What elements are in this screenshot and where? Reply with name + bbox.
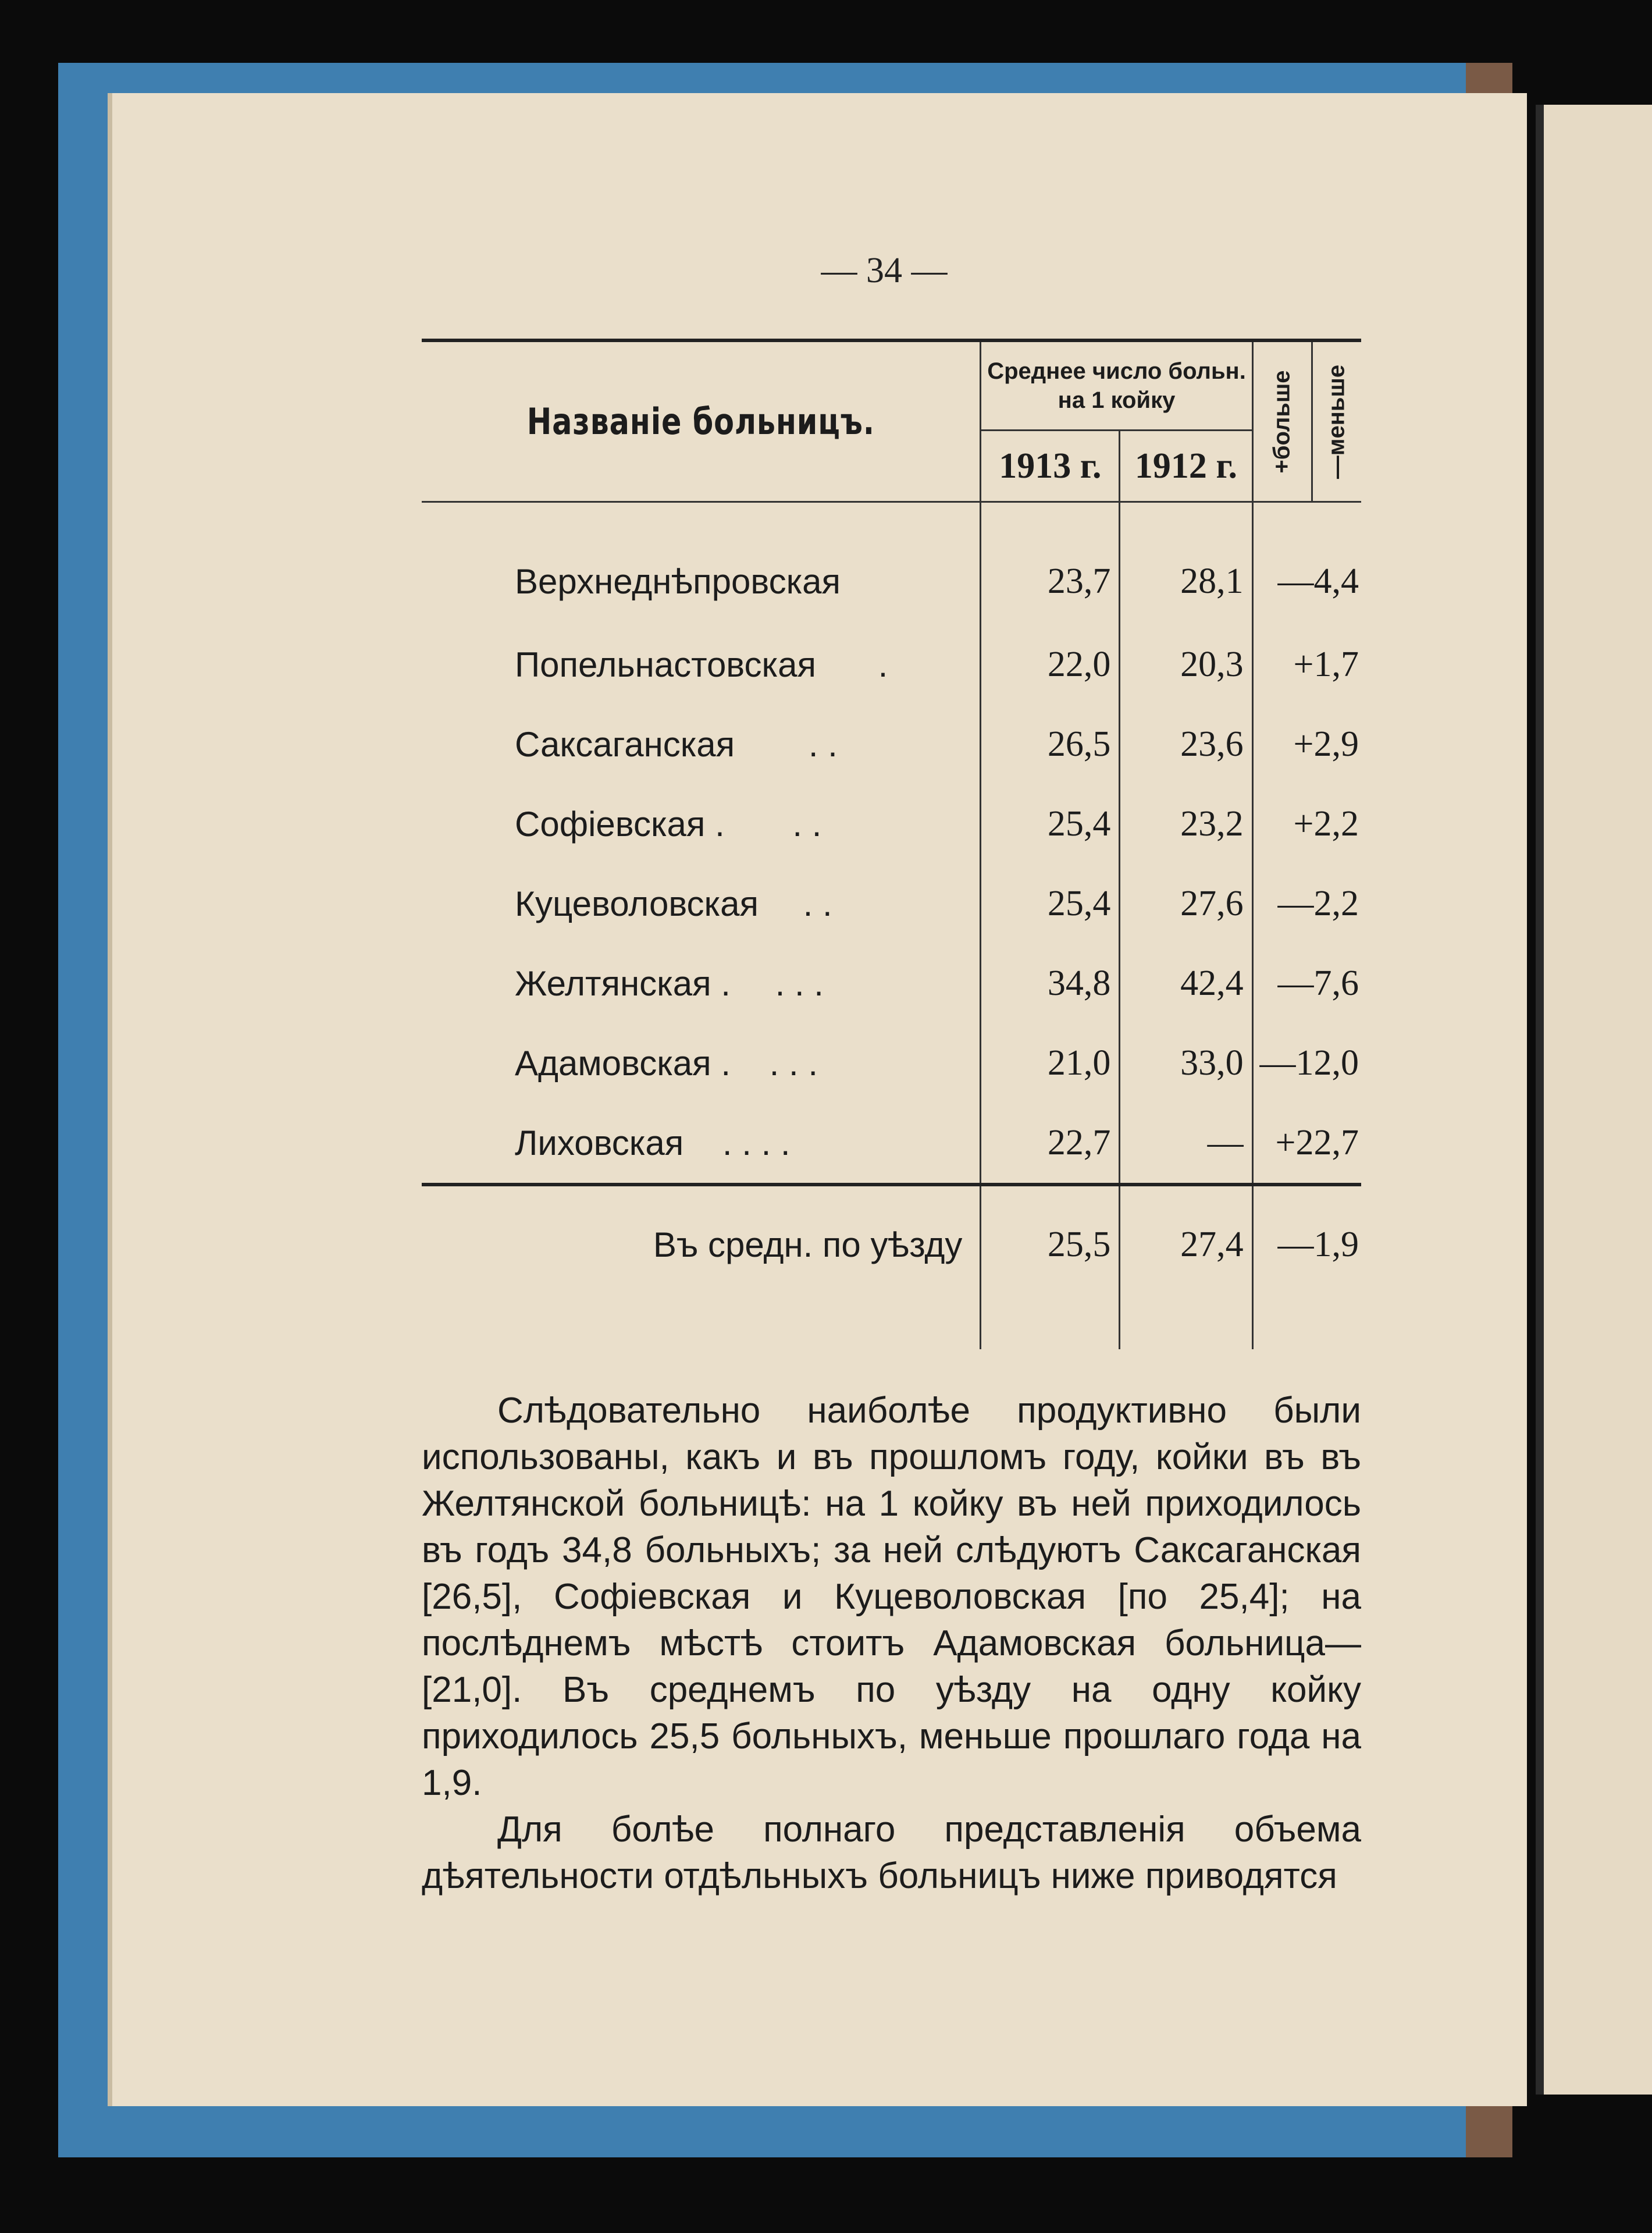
header-hospital-name: Названіе больницъ.: [472, 340, 930, 502]
value-1912: 27,6: [1120, 864, 1252, 944]
table-row: [422, 864, 1361, 944]
value-1912: 23,2: [1120, 784, 1252, 864]
tail-cell: [422, 1303, 981, 1349]
value-1912: 42,4: [1120, 944, 1252, 1023]
paragraph: Для болѣе полнаго представленія объема дѣятельности отдѣльныхъ больницъ ниже приводятся: [422, 1809, 1361, 1896]
header-year-1913: 1913 г.: [981, 431, 1120, 502]
value-diff: +22,7: [1275, 1123, 1359, 1162]
value-1913: 34,8: [981, 944, 1120, 1023]
value-1913: 21,0: [981, 1023, 1120, 1103]
hospital-name: [422, 1023, 981, 1103]
summary-1913: 25,5: [981, 1185, 1120, 1303]
header-more-label: +больше: [1269, 369, 1295, 474]
hospital-name: [422, 625, 981, 705]
value-diff: +2,9: [1293, 724, 1359, 764]
hospital-name-text: Верхнеднѣпровская: [515, 561, 841, 601]
value-1912: 20,3: [1120, 625, 1252, 705]
hospital-name: [422, 502, 981, 625]
value-diff: —4,4: [1277, 561, 1359, 601]
leader-dots: . .: [803, 884, 832, 923]
page-number: — 34 —: [821, 251, 948, 290]
header-avg-patients: Среднее число больн. на 1 койку: [981, 340, 1252, 431]
hospital-name: [422, 1103, 981, 1185]
hospital-beds-table: [422, 339, 1361, 1349]
hospital-name: [422, 944, 981, 1023]
summary-1912: 27,4: [1120, 1185, 1252, 1303]
value-diff: —12,0: [1259, 1043, 1359, 1083]
header-more: [1252, 340, 1312, 502]
hospital-name-text: Желтянская .: [515, 964, 731, 1003]
value-1913: 22,0: [981, 625, 1120, 705]
tail-cell: [981, 1303, 1120, 1349]
value-1912: 28,1: [1120, 502, 1252, 625]
hospital-name-text: Софіевская .: [515, 805, 725, 844]
value-1912: 33,0: [1120, 1023, 1252, 1103]
leader-dots: . . .: [769, 1044, 818, 1083]
hospital-name-text: Лиховская: [515, 1123, 684, 1162]
hospital-name-text: Саксаганская: [515, 725, 735, 764]
table-row: [422, 625, 1361, 705]
leader-dots: .: [878, 645, 888, 684]
hospital-name: [422, 705, 981, 784]
summary-label: Въ средн. по уѣзду: [422, 1185, 981, 1303]
header-less: [1312, 340, 1361, 502]
next-page-edge: [1536, 105, 1652, 2095]
value-1912: —: [1120, 1103, 1252, 1185]
table-row: [422, 705, 1361, 784]
table-tail: [422, 1303, 1361, 1349]
value-1913: 22,7: [981, 1103, 1120, 1185]
leader-dots: . . . .: [722, 1123, 791, 1162]
value-1912: 23,6: [1120, 705, 1252, 784]
table-row: [422, 784, 1361, 864]
value-diff: —7,6: [1277, 963, 1359, 1003]
tail-cell: [1252, 1303, 1361, 1349]
hospital-name-text: Куцеволовская: [515, 884, 759, 923]
leader-dots: . .: [792, 805, 822, 844]
summary-row: [422, 1185, 1361, 1303]
paragraph: Слѣдовательно наиболѣе продуктивно были использованы, какъ и въ прошломъ году, койки въ въ Желтянской больницѣ: на 1 койку въ ней приходилось въ годъ 34,8 больныхъ; за ней слѣдуютъ Саксаганская [26,5], Софіевская и Куцеволовская [по 25,4]; на послѣднемъ мѣстѣ стоитъ Адамовская больница—[21,0]. Въ среднемъ по уѣзду на одну койку приходилось 25,5 больныхъ, меньше прошлаго года на 1,9.: [422, 1391, 1361, 1803]
value-1913: 26,5: [981, 705, 1120, 784]
tail-cell: [1120, 1303, 1252, 1349]
hospital-name: [422, 864, 981, 944]
value-diff: +1,7: [1293, 645, 1359, 684]
table-row: [422, 944, 1361, 1023]
summary-diff: —1,9: [1252, 1185, 1361, 1303]
value-diff: +2,2: [1293, 804, 1359, 844]
header-year-1912: 1912 г.: [1120, 431, 1252, 502]
hospital-name: [422, 784, 981, 864]
leader-dots: . .: [808, 725, 838, 764]
header-less-label: —меньше: [1323, 364, 1350, 479]
hospital-name-text: Попельнастовская: [515, 645, 816, 684]
value-1913: 25,4: [981, 864, 1120, 944]
hospital-name-text: Адамовская .: [515, 1044, 731, 1083]
value-1913: 25,4: [981, 784, 1120, 864]
value-1913: 23,7: [981, 502, 1120, 625]
table-row: [422, 1103, 1361, 1185]
value-diff: —2,2: [1277, 884, 1359, 923]
table-row: [422, 1023, 1361, 1103]
leader-dots: . . .: [775, 964, 824, 1003]
body-text: [422, 1388, 1361, 1900]
table-row: [422, 502, 1361, 625]
